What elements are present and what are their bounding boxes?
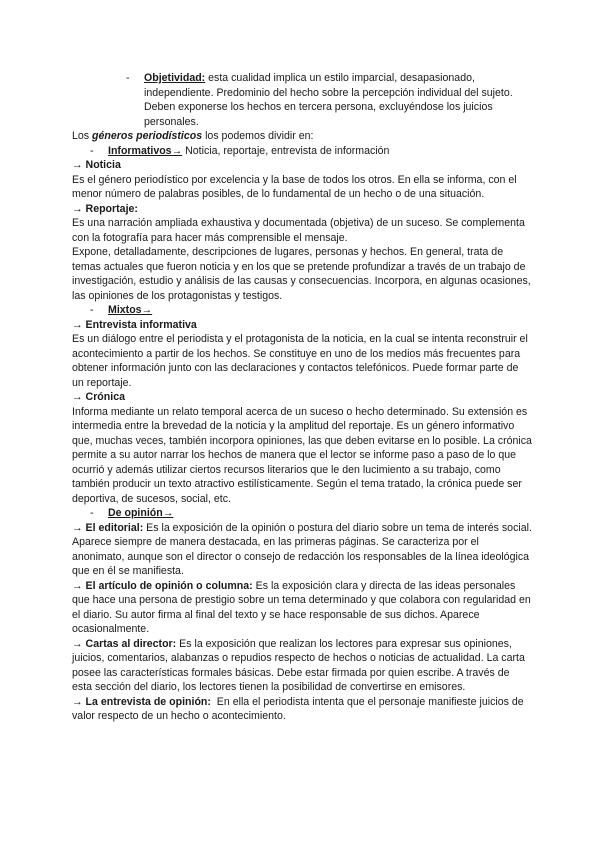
noticia-text: Es el género periodístico por excelencia y la base de todos los otros. En ella se informa, con el menor número de palabras posibles, de lo fundamental de un hecho o de una situación.: [72, 173, 517, 200]
reportaje-heading: → Reportaje:: [72, 202, 138, 215]
informativos-item: [72, 144, 532, 159]
entrevista-opinion-paragraph: [72, 695, 532, 724]
document-page: [72, 71, 532, 724]
cronica-heading: → Crónica: [72, 391, 125, 403]
list-dash: -: [90, 304, 94, 316]
cartas-paragraph: [72, 637, 532, 695]
opinion-label: De opinión→: [108, 507, 174, 519]
list-dash: -: [90, 507, 94, 519]
entrevista-text: Es un diálogo entre el periodista y el protagonista de la noticia, en la cual se intenta reconstruir el acontecimiento a partir de los hechos. Se constituye en uno de los medios más frecuentes para obtener información junto con las declaraciones y contactos telefónicos. Puede formar parte de un reportaje.: [72, 333, 528, 389]
objetividad-label: Objetividad:: [144, 72, 206, 84]
list-dash: -: [90, 144, 94, 157]
entrevista-heading: → Entrevista informativa: [72, 318, 197, 331]
objetividad-item: [72, 71, 532, 129]
noticia-heading: → Noticia: [72, 159, 121, 171]
informativos-text: Noticia, reportaje, entrevista de información: [182, 144, 390, 157]
entrevista-opinion-heading: → La entrevista de opinión:: [72, 695, 211, 708]
list-dash: -: [126, 72, 130, 84]
cartas-text: Es la exposición que realizan los lectores para expresar sus opiniones, juicios, comentarios, alabanzas o repudios respecto de hechos o noticias de actualidad. La carta posee las características formales básicas. Debe estar firmada por quien escribe. A través de esta sección del diario, los lectores tienen la posibilidad de convertirse en emisores.: [72, 637, 525, 693]
editorial-heading: → El editorial:: [72, 521, 144, 534]
intro-emphasis: géneros periodísticos: [92, 130, 203, 142]
intro-post: los podemos dividir en:: [202, 130, 314, 142]
entrevista-opinion-text: En ella el periodista intenta que el personaje manifieste juicios de valor respecto de un hecho o acontecimiento.: [72, 695, 527, 722]
informativos-label: Informativos→: [108, 144, 183, 157]
reportaje-paragraph-1: Es una narración ampliada exhaustiva y documentada (objetiva) de un suceso. Se complementa con la fotografía para hacer más comprensible el mensaje.: [72, 217, 525, 244]
cartas-heading: → Cartas al director:: [72, 637, 177, 650]
genres-intro: [72, 129, 532, 144]
intro-pre: Los: [72, 130, 93, 142]
reportaje-paragraph-2: Expone, detalladamente, descripciones de lugares, personas y hechos. En general, trata de temas actuales que fueron noticia y en los que se pretende profundizar a través de un trabajo de investigación, estudio y análisis de las causas y consecuencias. Incorpora, en algunas ocasiones, las opiniones de los protagonistas y testigos.: [72, 246, 531, 302]
mixtos-label: Mixtos→: [108, 304, 153, 316]
editorial-paragraph: [72, 521, 532, 579]
editorial-text: Es la exposición de la opinión o postura del diario sobre un tema de interés social. Aparece siempre de manera destacada, en las primeras páginas. Se caracteriza por el anonimato, aunque son el director o consejo de redacción los responsables de la línea ideológica que en él se manifiesta.: [72, 521, 532, 577]
objetividad-text: esta cualidad implica un estilo imparcial, desapasionado, independiente. Predominio del hecho sobre la percepción individual del sujeto. Deben exponerse los hechos en tercera persona, excluyéndose los juicios personales.: [144, 72, 513, 128]
cronica-text: Informa mediante un relato temporal acerca de un suceso o hecho determinado. Su extensión es intermedia entre la brevedad de la noticia y la amplitud del reportaje. Es un género informativo que, muchas veces, también incorpora opiniones, las que deben evitarse en lo posible. La crónica permite a su autor narrar los hechos de manera que el lector se informe paso a paso de lo que ocurrió y además utilizar ciertos recursos literarios que le den lucimiento a su trabajo, como también producir un texto atractivo estilísticamente. Según el tema tratado, la crónica puede ser deportiva, de sucesos, social, etc.: [72, 405, 532, 505]
opinion-item: [72, 506, 532, 521]
articulo-text: Es la exposición clara y directa de las ideas personales que hace una persona de prestigio sobre un tema determinado y que colabora con regularidad en el diario. Su autor firma al final del texto y se hace responsable de sus dichos. Aparece ocasionalmente.: [72, 579, 531, 635]
articulo-heading: → El artículo de opinión o columna:: [72, 579, 253, 592]
mixtos-item: [72, 303, 532, 318]
articulo-paragraph: [72, 579, 532, 637]
